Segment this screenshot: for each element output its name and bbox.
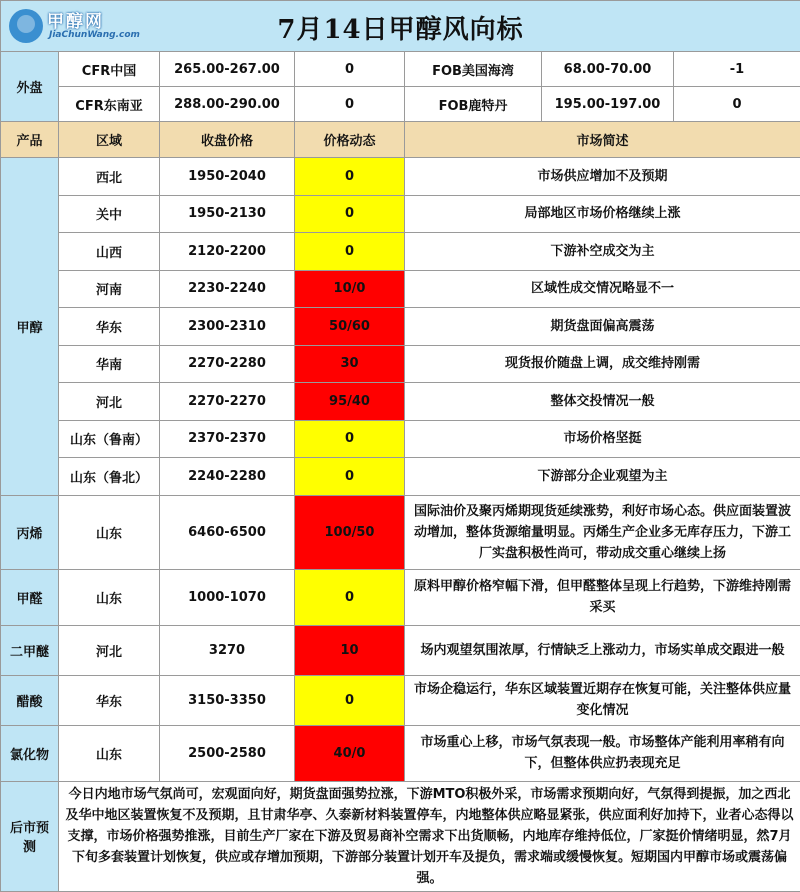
region: 河北 bbox=[59, 625, 160, 675]
market-summary: 国际油价及聚丙烯期现货延续涨势，利好市场心态。供应面装置波动增加，整体货源缩量明显。丙烯生产企业多无库存压力，下游工厂实盘积极性尚可，带动成交重心继续上扬 bbox=[405, 495, 800, 569]
region: 河北 bbox=[59, 383, 160, 421]
market-summary: 整体交投情况一般 bbox=[405, 383, 800, 421]
table-row bbox=[1, 675, 800, 725]
market-summary: 下游部分企业观望为主 bbox=[405, 458, 800, 496]
product-name: 醋酸 bbox=[1, 675, 59, 725]
table-row bbox=[1, 495, 800, 569]
table-row bbox=[1, 158, 800, 196]
table-row bbox=[1, 383, 800, 421]
region: 西北 bbox=[59, 158, 160, 196]
region: 山西 bbox=[59, 233, 160, 271]
table-row bbox=[1, 233, 800, 271]
market-summary: 市场重心上移，市场气氛表现一般。市场整体产能利用率稍有向下，但整体供应扔表现充足 bbox=[405, 725, 800, 781]
region: 山东（鲁北） bbox=[59, 458, 160, 496]
price-change: 10/0 bbox=[295, 270, 405, 308]
region: 山东 bbox=[59, 495, 160, 569]
close-price: 1950-2130 bbox=[160, 195, 295, 233]
forecast-label: 后市预测 bbox=[1, 781, 59, 891]
outer-row bbox=[1, 52, 800, 87]
outer-label: 外盘 bbox=[1, 52, 59, 122]
close-price: 6460-6500 bbox=[160, 495, 295, 569]
header-summary: 市场简述 bbox=[405, 122, 800, 158]
price-change: 40/0 bbox=[295, 725, 405, 781]
table-row bbox=[1, 308, 800, 346]
outer-price: 195.00-197.00 bbox=[542, 87, 674, 122]
region: 关中 bbox=[59, 195, 160, 233]
market-summary: 现货报价随盘上调，成交维持刚需 bbox=[405, 345, 800, 383]
close-price: 2270-2270 bbox=[160, 383, 295, 421]
outer-change: -1 bbox=[674, 52, 800, 87]
close-price: 2270-2280 bbox=[160, 345, 295, 383]
table-row bbox=[1, 569, 800, 625]
header-product: 产品 bbox=[1, 122, 59, 158]
forecast-row bbox=[1, 781, 800, 891]
market-summary: 市场供应增加不及预期 bbox=[405, 158, 800, 196]
logo-text-cn: 甲醇网 bbox=[47, 7, 104, 32]
price-change: 0 bbox=[295, 675, 405, 725]
region: 山东 bbox=[59, 725, 160, 781]
close-price: 2120-2200 bbox=[160, 233, 295, 271]
outer-name: CFR东南亚 bbox=[59, 87, 160, 122]
table-row bbox=[1, 195, 800, 233]
region: 河南 bbox=[59, 270, 160, 308]
outer-change: 0 bbox=[295, 52, 405, 87]
close-price: 3150-3350 bbox=[160, 675, 295, 725]
table-row bbox=[1, 725, 800, 781]
price-change: 95/40 bbox=[295, 383, 405, 421]
region: 山东 bbox=[59, 569, 160, 625]
outer-price: 288.00-290.00 bbox=[160, 87, 295, 122]
column-header-row bbox=[1, 122, 800, 158]
title-bar bbox=[1, 1, 800, 52]
market-summary: 下游补空成交为主 bbox=[405, 233, 800, 271]
close-price: 1000-1070 bbox=[160, 569, 295, 625]
product-name: 丙烯 bbox=[1, 495, 59, 569]
region: 华东 bbox=[59, 308, 160, 346]
outer-row bbox=[1, 87, 800, 122]
price-change: 30 bbox=[295, 345, 405, 383]
price-change: 0 bbox=[295, 158, 405, 196]
outer-name: FOB美国海湾 bbox=[405, 52, 542, 87]
header-change: 价格动态 bbox=[295, 122, 405, 158]
logo-text-en: JiaChunWang.com bbox=[49, 30, 140, 40]
close-price: 2230-2240 bbox=[160, 270, 295, 308]
outer-name: FOB鹿特丹 bbox=[405, 87, 542, 122]
region: 华南 bbox=[59, 345, 160, 383]
close-price: 2300-2310 bbox=[160, 308, 295, 346]
outer-price: 265.00-267.00 bbox=[160, 52, 295, 87]
market-summary: 市场价格坚挺 bbox=[405, 420, 800, 458]
page-title: 7月14日甲醇风向标 bbox=[1, 9, 800, 46]
close-price: 2370-2370 bbox=[160, 420, 295, 458]
outer-name: CFR中国 bbox=[59, 52, 160, 87]
market-summary: 市场企稳运行，华东区域装置近期存在恢复可能，关注整体供应量变化情况 bbox=[405, 675, 800, 725]
price-change: 0 bbox=[295, 420, 405, 458]
market-summary: 场内观望氛围浓厚，行情缺乏上涨动力，市场实单成交跟进一般 bbox=[405, 625, 800, 675]
close-price: 2500-2580 bbox=[160, 725, 295, 781]
close-price: 2240-2280 bbox=[160, 458, 295, 496]
price-change: 0 bbox=[295, 458, 405, 496]
product-name: 甲醇 bbox=[1, 158, 59, 496]
outer-price: 68.00-70.00 bbox=[542, 52, 674, 87]
market-summary: 期货盘面偏高震荡 bbox=[405, 308, 800, 346]
header-region: 区域 bbox=[59, 122, 160, 158]
price-change: 10 bbox=[295, 625, 405, 675]
region: 华东 bbox=[59, 675, 160, 725]
market-summary: 区域性成交情况略显不一 bbox=[405, 270, 800, 308]
header-price: 收盘价格 bbox=[160, 122, 295, 158]
price-change: 0 bbox=[295, 569, 405, 625]
table-row bbox=[1, 420, 800, 458]
price-change: 0 bbox=[295, 233, 405, 271]
product-name: 甲醛 bbox=[1, 569, 59, 625]
price-change: 100/50 bbox=[295, 495, 405, 569]
market-summary: 局部地区市场价格继续上涨 bbox=[405, 195, 800, 233]
table-row bbox=[1, 625, 800, 675]
outer-change: 0 bbox=[295, 87, 405, 122]
close-price: 1950-2040 bbox=[160, 158, 295, 196]
price-change: 50/60 bbox=[295, 308, 405, 346]
outer-change: 0 bbox=[674, 87, 800, 122]
forecast-text: 今日内地市场气氛尚可，宏观面向好，期货盘面强势拉涨，下游MTO积极外采，市场需求预期向好，气氛得到提振，加之西北及华中地区装置恢复不及预期，且甘肃华亭、久泰新材料装置停车，内地整体供应略显紧张，供应面利好加持下，业者心态得以支撑，市场价格强势推涨，目前生产厂家在下游及贸易商补空需求下出货顺畅，内地库存维持低位，厂家挺价情绪明显，然7月下旬多套装置计划恢复，供应或存增加预期，下游部分装置计划开车及提负，需求端或缓慢恢复。短期国内甲醇市场或震荡偏强。 bbox=[59, 781, 800, 891]
table-row bbox=[1, 270, 800, 308]
product-name: 氯化物 bbox=[1, 725, 59, 781]
table-row bbox=[1, 458, 800, 496]
region: 山东（鲁南） bbox=[59, 420, 160, 458]
product-name: 二甲醚 bbox=[1, 625, 59, 675]
market-summary: 原料甲醇价格窄幅下滑，但甲醛整体呈现上行趋势，下游维持刚需采买 bbox=[405, 569, 800, 625]
price-change: 0 bbox=[295, 195, 405, 233]
close-price: 3270 bbox=[160, 625, 295, 675]
table-row bbox=[1, 345, 800, 383]
